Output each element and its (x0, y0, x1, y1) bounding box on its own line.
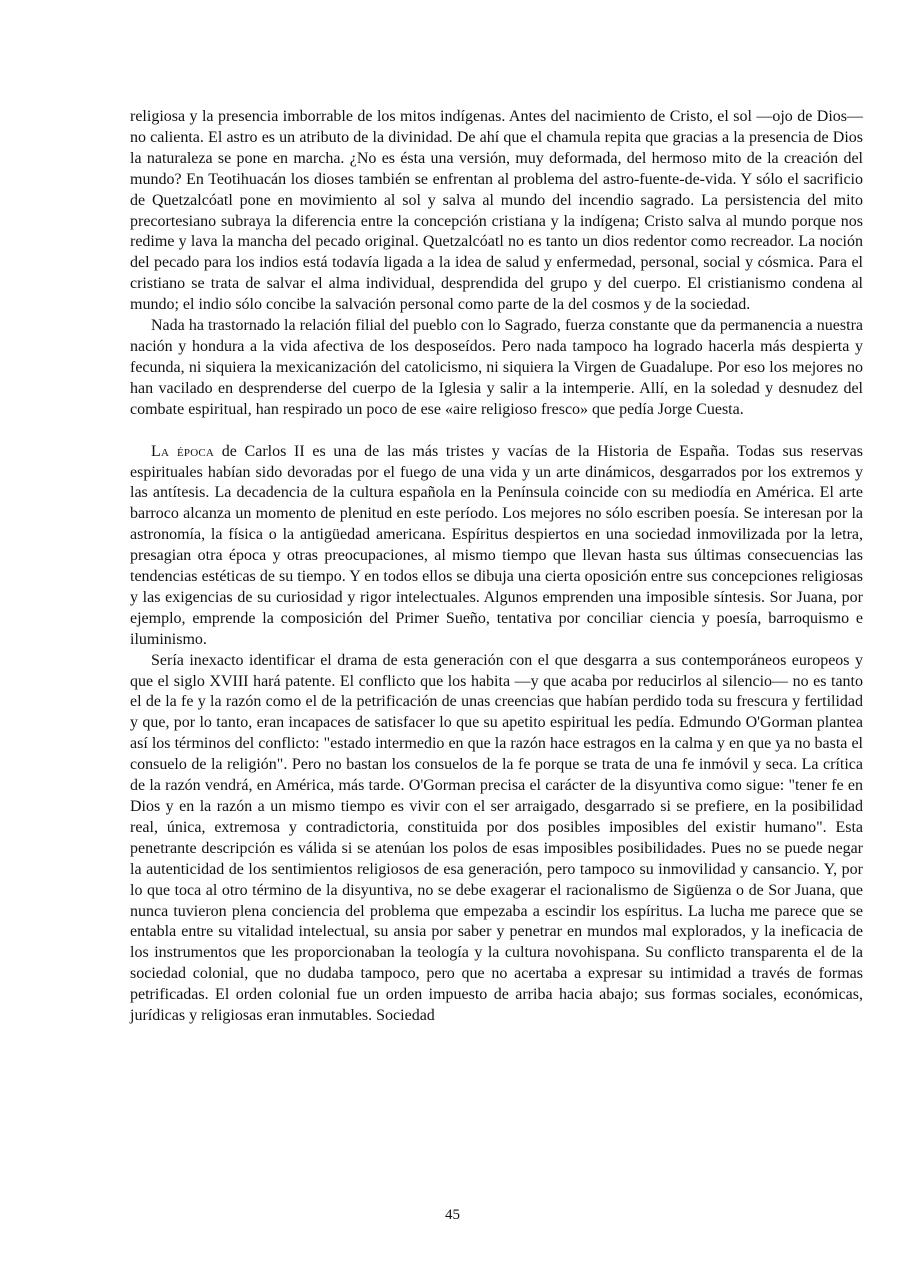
page-number: 45 (445, 1207, 460, 1223)
paragraph-carlos-ii (130, 442, 863, 651)
section-break (130, 421, 863, 442)
paragraph-myth-continuation (130, 107, 863, 316)
page-body (130, 107, 863, 1027)
paragraph-text: religiosa y la presencia imborrable de los mitos indígenas. Antes del nacimiento de Cristo, el sol —ojo de Dios— no calienta. El astro es un atributo de la divinidad. De ahí que el chamula repita que gracias a la presencia de Dios la naturaleza se pone en marcha. ¿No es ésta una versión, muy deformada, del hermoso mito de la creación del mundo? En Teotihuacán los dioses también se enfrentan al problema del astro-fuente-de-vida. Y sólo el sacrificio de Quetzalcóatl pone en movimiento al sol y salva al mundo del incendio sagrado. La persistencia del mito precortesiano subraya la diferencia entre la concepción cristiana y la indígena; Cristo salva al mundo porque nos redime y lava la mancha del pecado original. Quetzalcóatl no es tanto un dios redentor como recreador. La noción del pecado para los indios está todavía ligada a la idea de salud y enfermedad, personal, social y cósmica. Para el cristiano se trata de salvar el alma individual, desprendida del grupo y del cuerpo. El cristianismo condena al mundo; el indio sólo concibe la salvación personal como parte de la del cosmos y de la sociedad. (130, 108, 863, 314)
paragraph-text: Sería inexacto identificar el drama de esta generación con el que desgarra a sus contemporáneos europeos y que el siglo XVIII hará patente. El conflicto que los habita —y que acaba por reducirlos al silencio— no es tanto el de la fe y la razón como el de la petrificación de unas creencias que habían perdido toda su frescura y fertilidad y que, por lo tanto, eran incapaces de satisfacer lo que su apetito espiritual les pedía. Edmundo O'Gorman plantea así los términos del conflicto: "estado intermedio en que la razón hace estragos en la calma y en que ya no basta el consuelo de la religión". Pero no bastan los consuelos de la fe porque se trata de una fe inmóvil y seca. La crítica de la razón vendrá, en América, más tarde. O'Gorman precisa el carácter de la disyuntiva como sigue: "tener fe en Dios y en la razón a un mismo tiempo es vivir con el ser arraigado, desgarrado si se prefiere, en la posibilidad real, única, extremosa y contradictoria, constituida por dos posibles imposibles del existir humano". Esta penetrante descripción es válida si se atenúan los polos de esas imposibles posibilidades. Pues no se puede negar la autenticidad de los sentimientos religiosos de esa generación, pero tampoco su inmovilidad y cansancio. Y, por lo que toca al otro término de la disyuntiva, no se debe exagerar el racionalismo de Sigüenza o de Sor Juana, que nunca tuvieron plena conciencia del problema que empezaba a escindir los espíritus. La lucha me parece que se entabla entre su vitalidad intelectual, su ansia por saber y penetrar en mundos mal explorados, y la ineficacia de los instrumentos que les proporcionaban la teología y la cultura novohispana. Su conflicto transparenta el de la sociedad colonial, que no dudaba tampoco, pero que no acertaba a expresar su intimidad a través de formas petrificadas. El orden colonial fue un orden impuesto de arriba hacia abajo; sus formas sociales, económicas, jurídicas y religiosas eran inmutables. Sociedad (130, 651, 863, 1025)
paragraph-sacred-relation (130, 316, 863, 421)
paragraph-generation-drama (130, 651, 863, 1027)
paragraph-text: Nada ha trastornado la relación filial del pueblo con lo Sagrado, fuerza constante que da permanencia a nuestra nación y hondura a la vida afectiva de los desposeídos. Pero nada tampoco ha logrado hacerla más despierta y fecunda, ni siquiera la mexicanización del catolicismo, ni siquiera la Virgen de Guadalupe. Por eso los mejores no han vacilado en desprenderse del cuerpo de la Iglesia y salir a la intemperie. Allí, en la soledad y desnudez del combate espiritual, han respirado un poco de ese «aire religioso fresco» que pedía Jorge Cuesta. (130, 317, 863, 418)
paragraph-text: de Carlos II es una de las más tristes y vacías de la Historia de España. Todas sus reservas espirituales habían sido devoradas por el fuego de una vida y un arte dinámicos, desgarrados por los extremos y las antítesis. La decadencia de la cultura española en la Península coincide con su mediodía en América. El arte barroco alcanza un momento de plenitud en este período. Los mejores no sólo escriben poesía. Se interesan por la astronomía, la física o la antigüedad americana. Espíritus despiertos en una sociedad inmovilizada por la letra, presagian otra época y otras preocupaciones, al mismo tiempo que llevan hasta sus últimas consecuencias las tendencias estéticas de su tiempo. Y en todos ellos se dibuja una cierta oposición entre sus concepciones religiosas y las exigencias de su curiosidad y rigor intelectuales. Algunos emprenden una imposible síntesis. Sor Juana, por ejemplo, emprende la composición del Primer Sueño, tentativa por conciliar ciencia y poesía, barroquismo e iluminismo. (130, 442, 863, 648)
small-caps-lead: La época (151, 442, 215, 460)
